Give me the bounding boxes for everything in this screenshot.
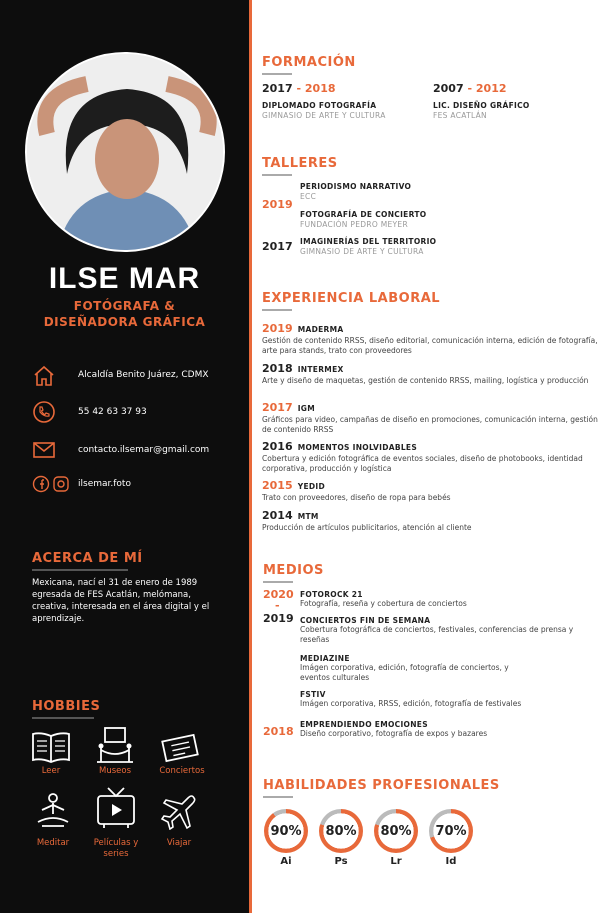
formacion-0-sub: GIMNASIO DE ARTE Y CULTURA	[262, 111, 386, 120]
exp-4-desc: Trato con proveedores, diseño de ropa para bebés	[262, 493, 451, 502]
profile-photo	[25, 52, 225, 252]
talleres-title: TALLERES	[262, 156, 338, 171]
medios-range-end: 2019	[263, 612, 294, 625]
formacion-1-title: LIC. DISEÑO GRÁFICO	[433, 101, 530, 110]
exp-2-desc: Gráficos para video, campañas de diseño en promociones, comunicación interna, gestión de contenido RRSS	[262, 415, 598, 434]
talleres-year-2019: 2019	[262, 198, 293, 211]
exp-2-company: IGM	[297, 404, 316, 413]
hobby-label-meditar: Meditar	[36, 838, 70, 848]
exp-2	[262, 396, 602, 435]
formacion-1-y1: 2007	[433, 82, 464, 95]
medio-4-desc: Diseño corporativo, fotografía de expos y bazares	[300, 729, 488, 738]
skill-ring-id	[429, 809, 473, 853]
meditate-icon	[34, 792, 72, 830]
medios-range-dash: -	[275, 599, 280, 612]
exp-1	[262, 357, 602, 386]
talleres-underline	[262, 174, 292, 176]
skill-ring-ps	[319, 809, 363, 853]
formacion-title: FORMACIÓN	[262, 55, 356, 70]
medio-2-title: MEDIAZINE	[300, 654, 350, 663]
medios-underline	[263, 581, 293, 583]
contact-phone: 55 42 63 37 93	[78, 407, 147, 417]
exp-5-desc: Producción de artículos publicitarios, atención al cliente	[262, 523, 472, 532]
habilidades-underline	[263, 796, 293, 798]
exp-4-company: YEDID	[297, 482, 326, 491]
hobbies-underline	[32, 717, 94, 719]
medio-4-title: EMPRENDIENDO EMOCIONES	[300, 720, 428, 729]
exp-1-company: INTERMEX	[297, 365, 344, 374]
mail-icon	[32, 438, 56, 462]
contact-email[interactable]: contacto.ilsemar@gmail.com	[78, 445, 210, 455]
hobby-label-viajar: Viajar	[166, 838, 192, 848]
exp-3-year: 2016	[262, 440, 293, 453]
skill-id-label: Id	[445, 856, 457, 867]
skill-ps-pct: 80%	[319, 809, 363, 853]
home-icon	[32, 364, 56, 388]
social-icons	[32, 475, 72, 493]
contact-address: Alcaldía Benito Juárez, CDMX	[78, 370, 209, 380]
museum-icon	[95, 726, 135, 764]
ticket-icon	[160, 728, 202, 764]
medio-3-title: FSTIV	[300, 690, 326, 699]
medio-1-desc: Cobertura fotográfica de conciertos, festivales, conferencias de prensa y reseñas	[300, 625, 574, 644]
divider	[249, 0, 252, 913]
taller-0-sub: ECC	[300, 192, 317, 201]
exp-1-year: 2018	[262, 362, 293, 375]
taller-2-title: IMAGINERÍAS DEL TERRITORIO	[300, 237, 437, 246]
exp-5-company: MTM	[297, 512, 319, 521]
medio-0-title: FOTOROCK 21	[300, 590, 363, 599]
hobby-label-peliculas: Películas y series	[93, 838, 139, 859]
hobby-label-leer: Leer	[41, 766, 61, 776]
exp-0-desc: Gestión de contenido RRSS, diseño editorial, comunicación interna, edición de fotografía, arte para stands, trato con proveedores	[262, 336, 598, 355]
exp-2-year: 2017	[262, 401, 293, 414]
formacion-1-y2: 2012	[475, 82, 507, 95]
book-icon	[31, 730, 71, 764]
formacion-underline	[262, 73, 292, 75]
exp-1-desc: Arte y diseño de maquetas, gestión de contenido RRSS, mailing, logística y producción	[262, 376, 589, 385]
medio-2	[300, 654, 540, 683]
exp-0-company: MADERMA	[297, 325, 344, 334]
exp-0	[262, 317, 602, 356]
formacion-0-title: DIPLOMADO FOTOGRAFÍA	[262, 101, 377, 110]
taller-0-title: PERIODISMO NARRATIVO	[300, 182, 412, 191]
exp-0-year: 2019	[262, 322, 293, 335]
hobby-label-conciertos: Conciertos	[159, 766, 205, 776]
skill-lr-label: Lr	[390, 856, 402, 867]
about-text: Mexicana, nací el 31 de enero de 1989 egresada de FES Acatlán, melómana, creativa, interesada en el área digital y el aprendizaje.	[32, 578, 210, 624]
role-line-2: DISEÑADORA GRÁFICA	[43, 315, 206, 329]
tv-icon	[96, 786, 136, 830]
taller-1-title: FOTOGRAFÍA DE CONCIERTO	[300, 210, 427, 219]
exp-3	[262, 435, 602, 474]
skill-ai-pct: 90%	[264, 809, 308, 853]
taller-2-sub: GIMNASIO DE ARTE Y CULTURA	[300, 247, 424, 256]
medio-0	[300, 590, 600, 609]
exp-5-year: 2014	[262, 509, 293, 522]
medio-1	[300, 616, 600, 645]
airplane-icon	[160, 794, 198, 830]
medios-title: MEDIOS	[263, 563, 324, 578]
profile-name: ILSE MAR	[48, 262, 201, 295]
hobbies-title: HOBBIES	[32, 699, 101, 714]
exp-3-company: MOMENTOS INOLVIDABLES	[297, 443, 418, 452]
formacion-0-years: 2017 - 2018	[262, 82, 336, 95]
hobby-label-museos: Museos	[98, 766, 131, 776]
medio-3	[300, 690, 600, 709]
experiencia-underline	[262, 309, 292, 311]
about-underline	[32, 569, 128, 571]
experiencia-title: EXPERIENCIA LABORAL	[262, 291, 441, 306]
skill-ai-label: Ai	[280, 856, 292, 867]
medio-3-desc: Imágen corporativa, RRSS, edición, fotografía de festivales	[300, 699, 522, 708]
medio-2-desc: Imágen corporativa, edición, fotografía de conciertos, y eventos culturales	[300, 663, 509, 682]
medio-4	[300, 720, 600, 739]
skill-id-pct: 70%	[429, 809, 473, 853]
formacion-1-years: 2007 - 2012	[433, 82, 507, 95]
exp-4	[262, 474, 602, 503]
formacion-1-sub: FES ACATLÁN	[433, 111, 487, 120]
skill-ring-ai	[264, 809, 308, 853]
talleres-year-2017: 2017	[262, 240, 293, 253]
medio-0-desc: Fotografía, reseña y cobertura de conciertos	[300, 599, 467, 608]
exp-5	[262, 504, 602, 533]
formacion-0-y2: 2018	[304, 82, 336, 95]
medios-year-2018: 2018	[263, 725, 294, 738]
habilidades-title: HABILIDADES PROFESIONALES	[263, 778, 500, 793]
skill-ring-lr	[374, 809, 418, 853]
contact-social[interactable]: ilsemar.foto	[78, 479, 131, 489]
phone-icon	[32, 400, 56, 424]
about-title: ACERCA DE MÍ	[32, 551, 143, 566]
skill-ps-label: Ps	[334, 856, 348, 867]
medio-1-title: CONCIERTOS FIN DE SEMANA	[300, 616, 431, 625]
role-line-1: FOTÓGRAFA &	[73, 299, 176, 313]
exp-4-year: 2015	[262, 479, 293, 492]
formacion-0-y1: 2017	[262, 82, 293, 95]
medios-range-start: 2020	[263, 588, 294, 601]
taller-1-sub: FUNDACIÓN PEDRO MEYER	[300, 220, 408, 229]
exp-3-desc: Cobertura y edición fotográfica de eventos sociales, diseño de photobooks, identidad corporativa, producción y logística	[262, 454, 583, 473]
profile-role	[0, 298, 249, 330]
skill-lr-pct: 80%	[374, 809, 418, 853]
